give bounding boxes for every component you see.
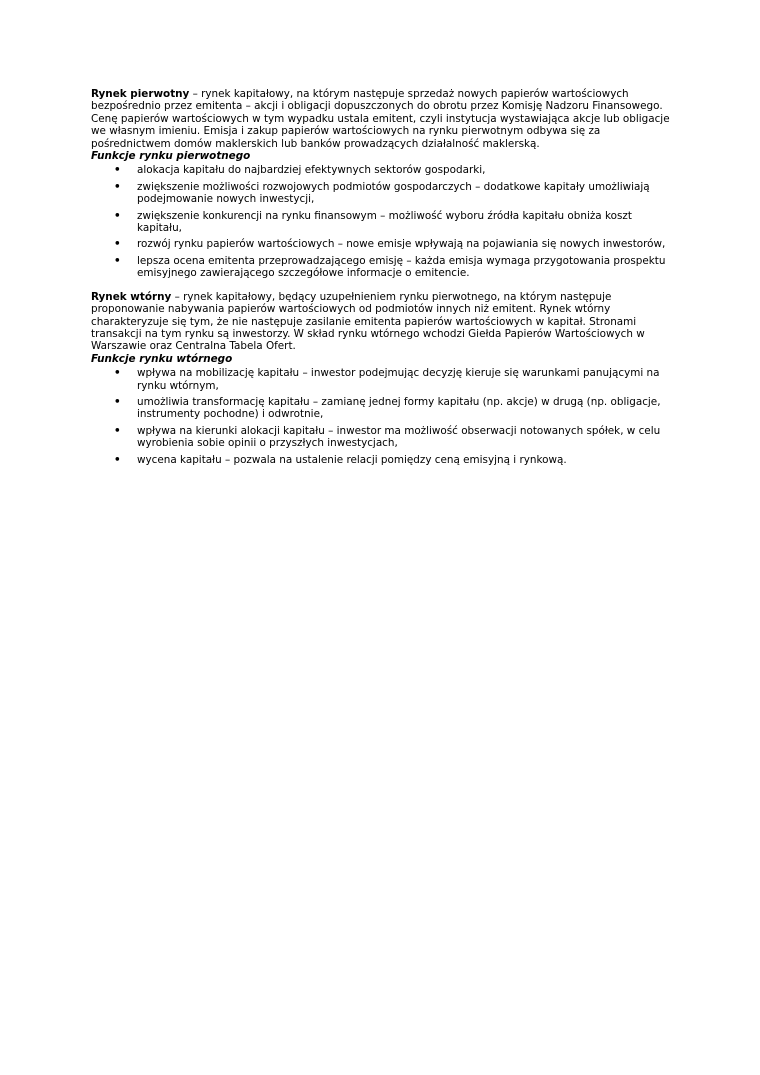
list-item: [91, 454, 671, 466]
bullet-icon: •: [114, 367, 121, 380]
list-item-text: zwiększenie możliwości rozwojowych podmiotów gospodarczych – dodatkowe kapitały umożliwiają podejmowanie nowych inwestycji,: [137, 180, 650, 206]
paragraph-secondary-market: [91, 291, 671, 353]
term-primary-market: Rynek pierwotny: [91, 88, 190, 100]
heading-secondary-functions: Funkcje rynku wtórnego: [91, 352, 233, 365]
list-item-text: lepsza ocena emitenta przeprowadzającego emisję – każda emisja wymaga przygotowania prospektu emisyjnego zawierającego szczegółowe informacje o emitencie.: [137, 254, 666, 280]
list-secondary-functions: [91, 367, 671, 466]
list-item: [91, 164, 671, 176]
list-item-text: rozwój rynku papierów wartościowych – nowe emisje wpływają na pojawiania się nowych inwestorów,: [137, 238, 666, 251]
list-item-text: alokacja kapitału do najbardziej efektywnych sektorów gospodarki,: [137, 164, 486, 177]
bullet-icon: •: [114, 180, 121, 193]
bullet-icon: •: [114, 209, 121, 222]
bullet-icon: •: [114, 164, 121, 177]
list-item: [91, 181, 671, 206]
list-item: [91, 425, 671, 450]
document-body: [91, 88, 671, 470]
bullet-icon: •: [114, 453, 121, 466]
list-item-text: wpływa na mobilizację kapitału – inwestor podejmując decyzję kieruje się warunkami panującymi na rynku wtórnym,: [137, 367, 660, 392]
paragraph-primary-market: [91, 88, 671, 150]
list-item: [91, 210, 671, 235]
list-primary-functions: [91, 164, 671, 279]
list-item-text: umożliwia transformację kapitału – zamianę jednej formy kapitału (np. akcje) w drugą (np. obligacje, instrumenty pochodne) i odwrotnie,: [137, 395, 661, 421]
list-item-text: wycena kapitału – pozwala na ustalenie relacji pomiędzy ceną emisyjną i rynkową.: [137, 453, 567, 466]
bullet-icon: •: [114, 238, 121, 251]
bullet-icon: •: [114, 395, 121, 408]
list-item: [91, 367, 671, 392]
list-item: [91, 238, 671, 250]
term-secondary-market: Rynek wtórny: [91, 290, 172, 303]
list-item-text: wpływa na kierunki alokacji kapitału – inwestor ma możliwość obserwacji notowanych spółek, w celu wyrobienia sobie opinii o przyszłych inwestycjach,: [137, 424, 661, 450]
list-item: [91, 396, 671, 421]
bullet-icon: •: [114, 254, 121, 267]
definition-primary-market: – rynek kapitałowy, na którym następuje sprzedaż nowych papierów wartościowych bezpośrednio przez emitenta – akcji i obligacji dopuszczonych do obrotu przez Komisję Nadzoru Finansowego. Cenę papierów wartościowych w tym wypadku ustala emitent, czyli instytucja wystawiająca akcje lub obligacje we własnym imieniu. Emisja i zakup papierów wartościowych na rynku pierwotnym odbywa się za pośrednictwem domów maklerskich lub banków prowadzących działalność maklerską.: [91, 88, 670, 150]
section-secondary-market: [91, 291, 671, 466]
heading-primary-functions: Funkcje rynku pierwotnego: [91, 150, 251, 163]
section-primary-market: [91, 88, 671, 280]
list-item: [91, 255, 671, 280]
list-item-text: zwiększenie konkurencji na rynku finansowym – możliwość wyboru źródła kapitału obniża koszt kapitału,: [137, 209, 632, 235]
definition-secondary-market: – rynek kapitałowy, będący uzupełnieniem rynku pierwotnego, na którym następuje proponowanie nabywania papierów wartościowych od podmiotów innych niż emitent. Rynek wtórny charakteryzuje się tym, że nie następuje zasilanie emitenta papierów wartościowych w kapitał. Stronami transakcji na tym rynku są inwestorzy. W skład rynku wtórnego wchodzi Giełda Papierów Wartościowych w Warszawie oraz Centralna Tabela Ofert.: [91, 290, 645, 353]
bullet-icon: •: [114, 424, 121, 437]
